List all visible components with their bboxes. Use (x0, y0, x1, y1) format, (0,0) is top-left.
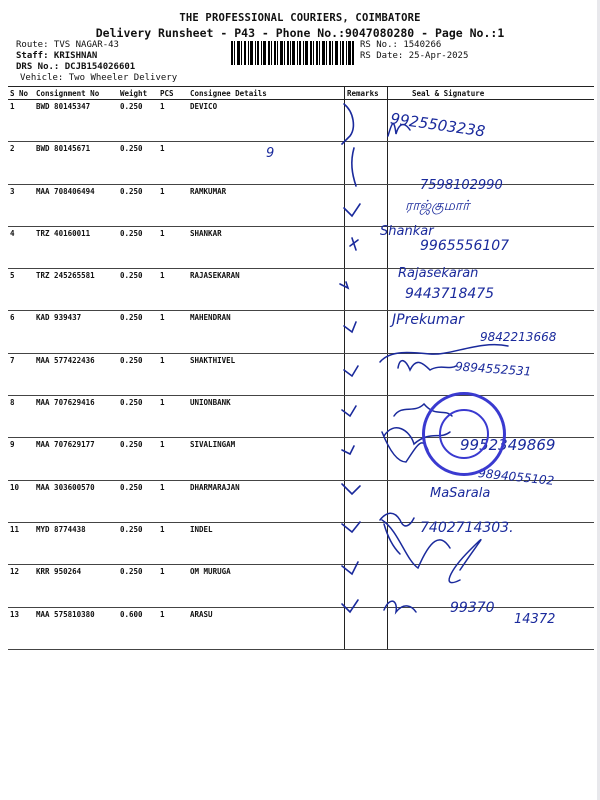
table-header-row (8, 87, 594, 100)
cell-weight: 0.250 (118, 269, 158, 311)
handwriting-mobile-10: 9894055102 (477, 466, 555, 488)
handwriting-mobile-13b: 14372 (514, 612, 556, 627)
handwriting-mobile-3: 7598102990 (420, 178, 503, 193)
cell-pcs: 1 (158, 480, 188, 522)
cell-consignment: MYD 8774438 (34, 522, 118, 564)
signature-stroke (384, 601, 416, 612)
cell-details: DEVICO (188, 100, 345, 142)
cell-details: ARASU (188, 607, 345, 649)
cell-weight: 0.250 (118, 184, 158, 226)
tick-mark (342, 522, 360, 532)
cell-sno: 1 (8, 100, 34, 142)
company-stamp (422, 392, 506, 476)
cell-consignment: TRZ 245265581 (34, 269, 118, 311)
col-sno: S No (8, 87, 34, 100)
col-remarks: Remarks (345, 87, 388, 100)
cell-pcs: 1 (158, 353, 188, 395)
cell-pcs: 1 (158, 226, 188, 268)
cell-consignment: TRZ 40160011 (34, 226, 118, 268)
tick-mark (342, 446, 354, 454)
cell-pcs: 1 (158, 607, 188, 649)
col-weight: Weight (118, 87, 158, 100)
signature-stroke (449, 540, 481, 583)
col-pcs: PCS (158, 87, 188, 100)
handwriting-name-4: Shankar (380, 224, 434, 239)
company-title: THE PROFESSIONAL COURIERS, COIMBATORE (179, 12, 421, 24)
tick-mark (352, 148, 356, 186)
handwriting-mobile-11: 7402714303. (420, 520, 514, 536)
tick-mark (340, 282, 348, 288)
cell-weight: 0.250 (118, 226, 158, 268)
cell-details: RAJASEKARAN (188, 269, 345, 311)
rs-date: RS Date: 25-Apr-2025 (360, 51, 469, 61)
cell-weight: 0.250 (118, 480, 158, 522)
cell-details: MAHENDRAN (188, 311, 345, 353)
cell-sno: 13 (8, 607, 34, 649)
cell-weight: 0.250 (118, 565, 158, 607)
handwriting-mobile-4: 9965556107 (420, 238, 510, 254)
cell-sno: 8 (8, 396, 34, 438)
cell-pcs: 1 (158, 100, 188, 142)
cell-details: DHARMARAJAN (188, 480, 345, 522)
col-seal: Seal & Signature (388, 87, 595, 100)
cell-pcs: 1 (158, 438, 188, 480)
cell-weight: 0.250 (118, 311, 158, 353)
handwriting-mobile-5: 9443718475 (405, 286, 495, 302)
signature-stroke (398, 361, 456, 370)
tick-mark (344, 322, 356, 332)
handwriting-name-5: Rajasekaran (398, 266, 479, 281)
cell-pcs: 1 (158, 396, 188, 438)
remarks-ticks (330, 100, 370, 620)
cell-details: SHAKTHIVEL (188, 353, 345, 395)
tick-mark (342, 562, 358, 574)
cell-pcs: 1 (158, 311, 188, 353)
cell-pcs: 1 (158, 269, 188, 311)
handwriting-mobile-13a: 99370 (450, 600, 495, 616)
cell-details: UNIONBANK (188, 396, 345, 438)
signature-stroke (388, 124, 410, 136)
handwriting-mobile-1: 9925503238 (389, 109, 487, 141)
handwriting-name-10: MaSarala (430, 486, 491, 501)
cell-sno: 4 (8, 226, 34, 268)
cell-sno: 7 (8, 353, 34, 395)
cell-sno: 10 (8, 480, 34, 522)
handwriting-name-6: JPrekumar (392, 312, 464, 328)
cell-sno: 5 (8, 269, 34, 311)
handwriting-mobile-6: 9842213668 (480, 330, 557, 344)
cell-pcs: 1 (158, 522, 188, 564)
cell-sno: 2 (8, 142, 34, 184)
barcode (230, 40, 355, 66)
signature-strokes (370, 100, 590, 640)
cell-sno: 3 (8, 184, 34, 226)
signature-stroke (380, 513, 414, 526)
drs-number: DRS No.: DCJB154026601 (16, 62, 136, 72)
cell-sno: 6 (8, 311, 34, 353)
cell-sno: 12 (8, 565, 34, 607)
runsheet-title: Delivery Runsheet - P43 - Phone No.:9047080280 - Page No.:1 (95, 26, 505, 40)
tick-mark (342, 104, 353, 144)
tick-mark (342, 406, 356, 416)
cell-consignment: KRR 950264 (34, 565, 118, 607)
tick-mark (344, 366, 358, 376)
col-details: Consignee Details (188, 87, 345, 100)
cell-weight: 0.600 (118, 607, 158, 649)
cell-consignment: MAA 707629177 (34, 438, 118, 480)
cell-sno: 9 (8, 438, 34, 480)
cell-details: SHANKAR (188, 226, 345, 268)
cell-consignment: BWD 80145671 (34, 142, 118, 184)
col-consignment: Consignment No (34, 87, 118, 100)
cell-weight: 0.250 (118, 142, 158, 184)
vehicle-label: Vehicle: Two Wheeler Delivery (20, 73, 178, 83)
cell-consignment: MAA 575810380 (34, 607, 118, 649)
cell-pcs: 1 (158, 565, 188, 607)
cell-weight: 0.250 (118, 396, 158, 438)
staff-label: Staff: KRISHNAN (16, 51, 98, 61)
signature-stroke (380, 345, 508, 362)
tick-mark (350, 238, 358, 250)
cell-pcs: 1 (158, 142, 188, 184)
cell-consignment: MAA 708406494 (34, 184, 118, 226)
cell-weight: 0.250 (118, 100, 158, 142)
tick-mark (342, 600, 358, 612)
cell-weight: 0.250 (118, 353, 158, 395)
cell-weight: 0.250 (118, 522, 158, 564)
tick-mark (344, 204, 360, 216)
route-label: Route: TVS NAGAR-43 (16, 40, 119, 50)
rs-number: RS No.: 1540266 (360, 40, 442, 50)
cell-details: INDEL (188, 522, 345, 564)
tick-mark (342, 484, 360, 494)
handwriting-name-3: ராஜ்குமார் (405, 198, 470, 214)
cell-consignment: KAD 939437 (34, 311, 118, 353)
cell-sno: 11 (8, 522, 34, 564)
cell-pcs: 1 (158, 184, 188, 226)
handwriting-mobile-9: 9952349869 (460, 436, 556, 454)
cell-details: OM MURUGA (188, 565, 345, 607)
cell-details: RAMKUMAR (188, 184, 345, 226)
handwriting-mark-2: 9 (266, 146, 275, 161)
cell-consignment: MAA 303600570 (34, 480, 118, 522)
cell-consignment: MAA 707629416 (34, 396, 118, 438)
cell-consignment: BWD 80145347 (34, 100, 118, 142)
cell-consignment: MAA 577422436 (34, 353, 118, 395)
cell-details: SIVALINGAM (188, 438, 345, 480)
handwriting-mobile-7: 9894552531 (454, 359, 532, 379)
cell-weight: 0.250 (118, 438, 158, 480)
